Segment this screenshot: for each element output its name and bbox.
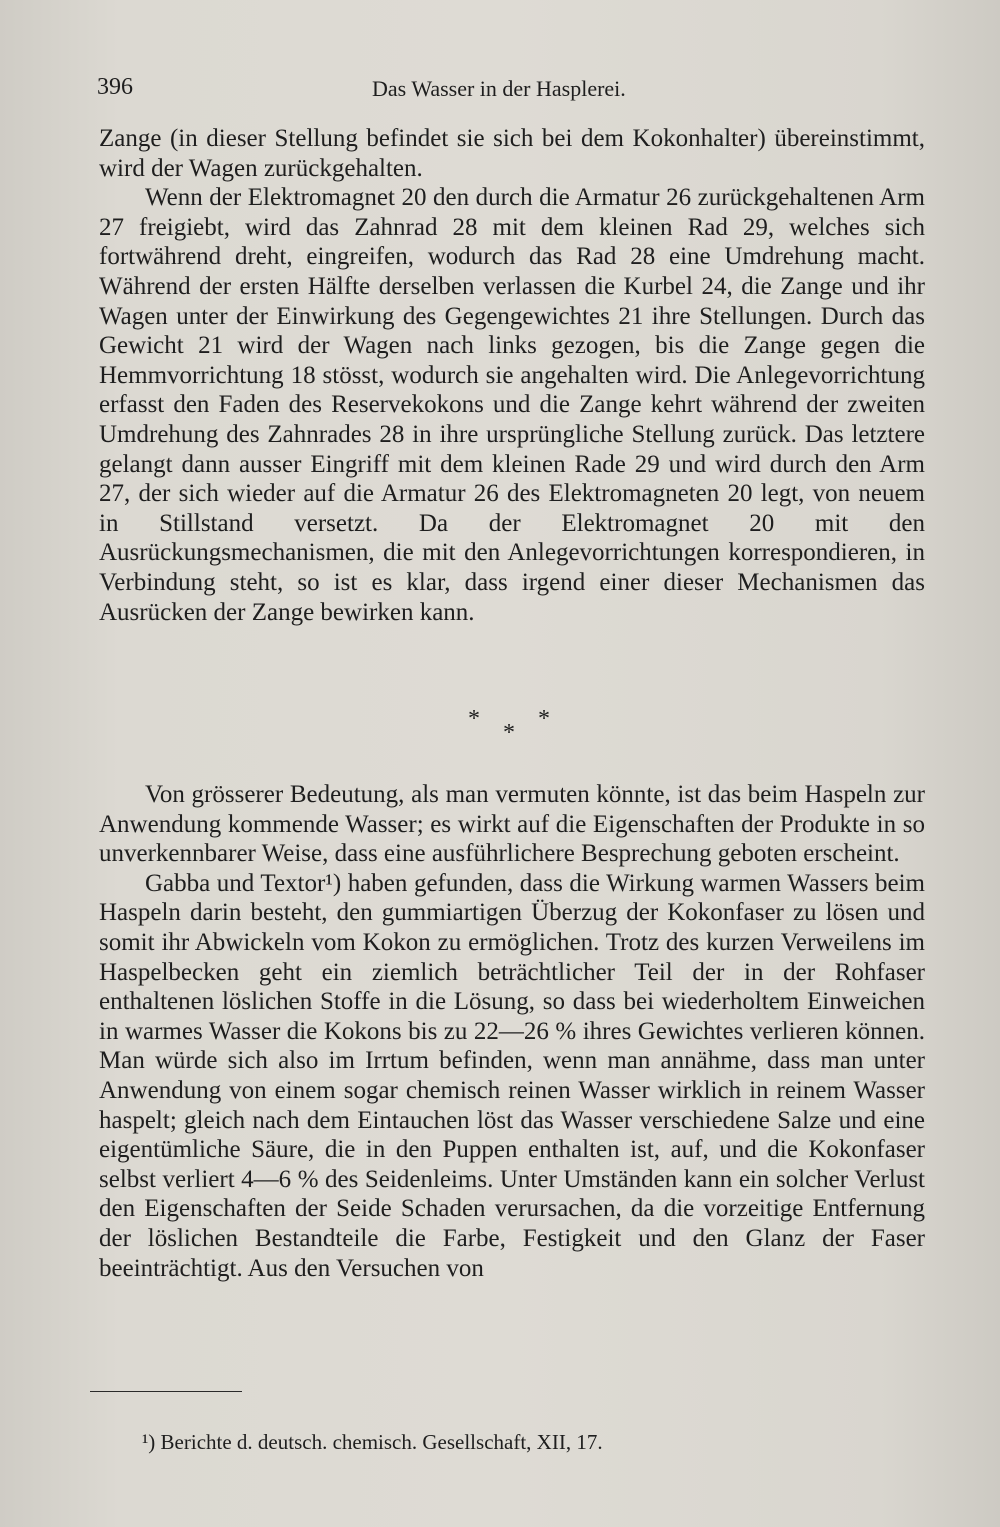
separator-star: * <box>503 720 515 746</box>
page-number: 396 <box>97 74 133 100</box>
separator-star: * <box>468 706 480 732</box>
section-separator <box>458 706 568 746</box>
paragraph-electromagnet: Wenn der Elektromagnet 20 den durch die Armatur 26 zurückgehaltenen Arm 27 freigiebt, wird das Zahnrad 28 mit dem kleinen Rad 29, welches sich fortwährend dreht, eingreifen, wodurch das Rad 28 eine Umdrehung macht. Während der ersten Hälfte derselben verlassen die Kurbel 24, die Zange und ihr Wagen unter der Einwirkung des Gegengewichtes 21 ihre Stellungen. Durch das Gewicht 21 wird der Wagen nach links gezogen, bis die Zange gegen die Hemmvorrichtung 18 stösst, wodurch sie angehalten wird. Die Anlegevorrichtung erfasst den Faden des Reservekokons und die Zange kehrt während der zweiten Umdrehung des Zahnrades 28 in ihre ursprüngliche Stellung zurück. Das letztere gelangt dann ausser Eingriff mit dem kleinen Rade 29 und wird durch den Arm 27, der sich wieder auf die Armatur 26 des Elektromagneten 20 legt, von neuem in Stillstand versetzt. Da der Elektromagnet 20 mit den Ausrückungsmechanismen, die mit den Anlegevorrichtungen korrespondieren, in Verbindung steht, so ist es klar, dass irgend einer dieser Mechanismen das Ausrücken der Zange bewirken kann. <box>99 184 925 626</box>
footnote: ¹) Berichte d. deutsch. chemisch. Gesellschaft, XII, 17. <box>142 1430 603 1454</box>
lower-text-block <box>99 780 925 1283</box>
upper-text-block <box>99 124 925 627</box>
footnote-divider <box>90 1391 242 1392</box>
separator-star: * <box>538 706 550 732</box>
running-head: Das Wasser in der Hasplerei. <box>372 76 626 101</box>
paragraph-gabba-textor: Gabba und Textor¹) haben gefunden, dass die Wirkung warmen Wassers beim Haspeln darin besteht, den gummiartigen Überzug der Kokonfaser zu lösen und somit ihr Abwickeln vom Kokon zu ermöglichen. Trotz des kurzen Verweilens im Haspelbecken geht ein ziemlich beträchtlicher Teil der in der Rohfaser enthaltenen löslichen Stoffe in die Lösung, so dass bei wiederholtem Einweichen in warmes Wasser die Kokons bis zu 22—26 % ihres Gewichtes verlieren können. Man würde sich also im Irrtum befinden, wenn man annähme, dass man unter Anwendung von einem sogar chemisch reinen Wasser wirklich in reinem Wasser haspelt; gleich nach dem Eintauchen löst das Wasser verschiedene Salze und eine eigentümliche Säure, die in den Puppen enthalten ist, auf, und die Kokonfaser selbst verliert 4—6 % des Seidenleims. Unter Umständen kann ein solcher Verlust den Eigenschaften der Seide Schaden verursachen, da die vorzeitige Entfernung der löslichen Bestandteile die Farbe, Festigkeit und den Glanz der Faser beeinträchtigt. Aus den Versuchen von <box>99 869 925 1282</box>
page-header <box>97 74 927 104</box>
paragraph-water-intro: Von grösserer Bedeutung, als man vermuten könnte, ist das beim Haspeln zur Anwendung kommende Wasser; es wirkt auf die Eigenschaften der Produkte in so unverkennbarer Weise, dass eine ausführlichere Besprechung geboten erscheint. <box>99 781 925 868</box>
paragraph-continuation: Zange (in dieser Stellung befindet sie sich bei dem Kokonhalter) übereinstimmt, wird der Wagen zurückgehalten. <box>99 125 925 182</box>
